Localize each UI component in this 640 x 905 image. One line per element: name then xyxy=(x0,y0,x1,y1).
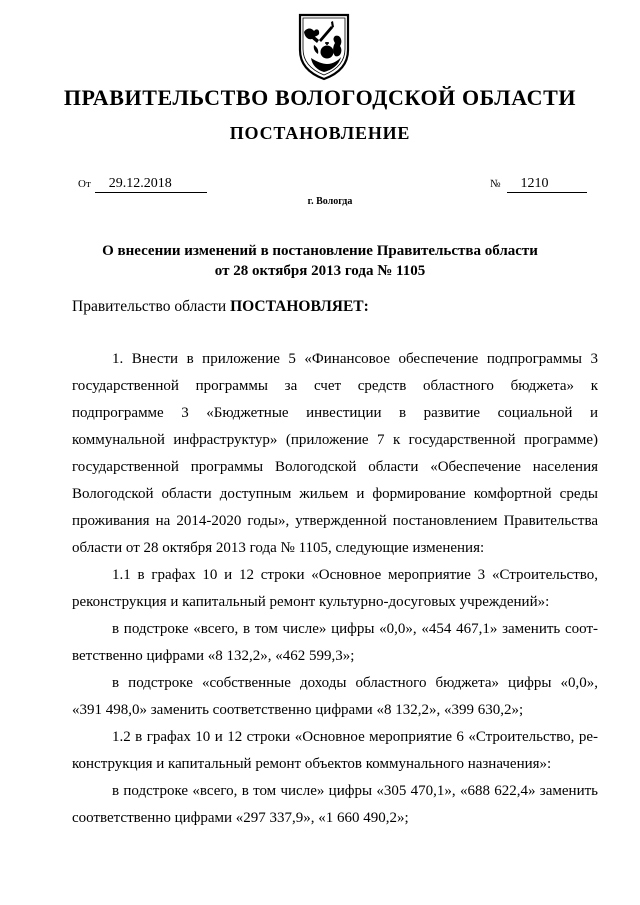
document-type: ПОСТАНОВЛЕНИЕ xyxy=(229,123,411,143)
intro-text: Правительство области xyxy=(72,298,231,315)
body-line: в подстроке «всего, в том числе» цифры «0,0», «454 467,1» заменить соот- xyxy=(112,621,598,637)
date-value: 29.12.2018 xyxy=(95,176,207,193)
document-subject xyxy=(60,241,580,281)
body-line: в подстроке «собственные доходы областного бюджета» цифры «0,0», xyxy=(112,675,598,691)
number-label: № xyxy=(490,178,501,190)
body-line: реконструкция и капитальный ремонт культурно-досуговых учреждений»: xyxy=(72,594,550,610)
body-line: области от 28 октября 2013 года № 1105, следующие изменения: xyxy=(72,540,485,556)
number-value: 1210 xyxy=(507,176,587,193)
body-line: коммунальной инфраструктур» (приложение 7 к государственной программе) xyxy=(72,432,598,448)
number-field xyxy=(490,176,587,193)
city: г. Вологда xyxy=(307,196,353,207)
body-line: Вологодской области доступным жильем и формирование комфортной среды xyxy=(72,486,598,502)
body-line: государственной программы за счет средств областного бюджета» к xyxy=(72,378,598,394)
document-body xyxy=(72,346,598,832)
intro-paragraph xyxy=(72,298,369,316)
body-line: соответственно цифрами «297 337,9», «1 660 490,2»; xyxy=(72,810,409,826)
body-line: 1. Внести в приложение 5 «Финансовое обеспечение подпрограммы 3 xyxy=(112,351,598,367)
subject-line: О внесении изменений в постановление Правительства области xyxy=(102,243,538,259)
coat-of-arms-icon xyxy=(297,12,351,82)
body-line: подпрограмме 3 «Бюджетные инвестиции в развитие социальной и xyxy=(72,405,598,421)
body-line: 1.2 в графах 10 и 12 строки «Основное мероприятие 6 «Строительство, ре- xyxy=(112,729,598,745)
government-title: ПРАВИТЕЛЬСТВО ВОЛОГОДСКОЙ ОБЛАСТИ xyxy=(63,85,577,110)
body-line: 1.1 в графах 10 и 12 строки «Основное мероприятие 3 «Строительство, xyxy=(112,567,598,583)
subject-line: от 28 октября 2013 года № 1105 xyxy=(214,263,426,279)
body-line: «391 498,0» заменить соответственно цифрами «8 132,2», «399 630,2»; xyxy=(72,702,524,718)
date-label: От xyxy=(78,178,91,190)
body-line: проживания на 2014-2020 годы», утвержденной постановлением Правительства xyxy=(72,513,598,529)
date-field xyxy=(78,176,207,193)
body-line: в подстроке «всего, в том числе» цифры «305 470,1», «688 622,4» заменить xyxy=(112,783,598,799)
body-line: конструкция и капитальный ремонт объектов коммунального назначения»: xyxy=(72,756,552,772)
body-line: ветственно цифрами «8 132,2», «462 599,3»; xyxy=(72,648,355,664)
body-line: государственной программы Вологодской области «Обеспечение населения xyxy=(72,459,598,475)
intro-decree: ПОСТАНОВЛЯЕТ: xyxy=(230,298,369,315)
